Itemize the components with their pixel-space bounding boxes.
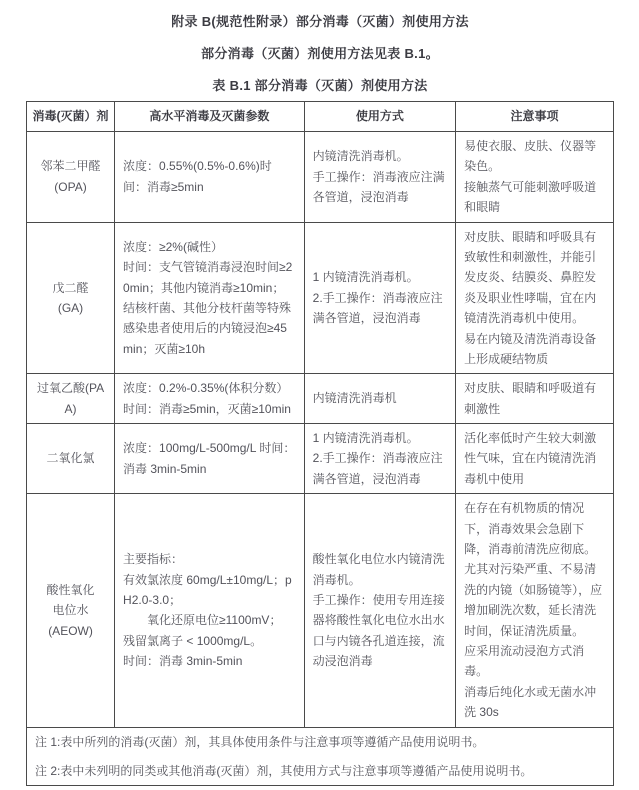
cell-line: 有效氯浓度 60mg/L±10mg/L；pH2.0-3.0；	[123, 572, 292, 607]
cell-line: 浓度：0.55%(0.5%-0.6%)时间：消毒≥5min	[123, 159, 272, 194]
cell-line: 酸性氧化电位水内镜清洗消毒机。	[312, 552, 445, 587]
notes-cell	[456, 424, 614, 494]
footnote-line: 注 2:表中未列明的同类或其他消毒(灭菌）剂，其使用方式与注意事项等遵循产品使用说明书。	[35, 763, 533, 778]
table-row	[27, 374, 614, 424]
cell-line: 消毒后纯化水或无菌水冲洗 30s	[464, 684, 597, 720]
table-row	[27, 222, 614, 374]
table-caption: 表 B.1 部分消毒（灭菌）剂使用方法	[212, 78, 428, 93]
cell-line: 浓度：0.2%-0.35%(体积分数）	[123, 381, 289, 396]
cell-line: 时间：消毒 3min-5min	[123, 654, 243, 669]
cell-line: 易在内镜及清洗消毒设备上形成硬结物质	[464, 331, 597, 366]
footnote-cell	[27, 727, 614, 786]
cell-line: 残留氯离子 < 1000mg/L。	[123, 633, 263, 648]
usage-cell	[304, 424, 455, 494]
cell-line: 戊二醛	[52, 280, 89, 295]
column-header-0: 消毒(灭菌）剂	[27, 102, 115, 132]
cell-line: 电位水	[52, 603, 89, 618]
params-cell	[115, 132, 305, 223]
cell-line: 浓度：100mg/L-500mg/L 时间：消毒 3min-5min	[123, 441, 296, 476]
cell-line: (GA)	[57, 300, 84, 315]
column-header-2: 使用方式	[304, 102, 455, 132]
agent-cell	[27, 374, 115, 424]
cell-line: (OPA)	[54, 179, 87, 194]
table-header-row	[27, 102, 614, 132]
cell-line: 氧化还原电位≥1100mV；	[123, 613, 282, 628]
cell-line: 主要指标：	[123, 552, 184, 567]
notes-cell	[456, 374, 614, 424]
cell-line: 手工操作：消毒液应注满各管道，浸泡消毒	[312, 169, 445, 204]
cell-line: 二氧化氯	[46, 451, 95, 466]
cell-line: 酸性氧化	[46, 582, 95, 597]
footnote-row	[27, 727, 614, 786]
cell-line: 2.手工操作：消毒液应注满各管道，浸泡消毒	[312, 451, 443, 486]
appendix-title: 附录 B(规范性附录）部分消毒（灭菌）剂使用方法	[171, 14, 469, 29]
usage-cell	[304, 374, 455, 424]
cell-line: 应采用流动浸泡方式消毒。	[464, 643, 585, 679]
agent-cell	[27, 222, 115, 374]
cell-line: 在存在有机物质的情况下，消毒效果会急剧下降，消毒前清洗应彻底。尤其对污染严重、不易清洗的内镜（如肠镜等），应增加刷洗次数，延长清洗时间，保证清洗质量。	[464, 501, 603, 638]
footnote-line: 注 1:表中所列的消毒(灭菌）剂，其具体使用条件与注意事项等遵循产品使用说明书。	[35, 734, 485, 749]
cell-line: 接触蒸气可能刺激呼吸道和眼睛	[464, 179, 597, 215]
cell-line: 内镜清洗消毒机。	[312, 149, 409, 164]
table-row	[27, 132, 614, 223]
disinfectant-usage-table	[26, 101, 614, 786]
params-cell	[115, 494, 305, 727]
cell-line: 时间：消毒≥5min，灭菌≥10min	[123, 401, 291, 416]
cell-line: 活化率低时产生较大刺激性气味，宜在内镜清洗消毒机中使用	[464, 431, 597, 486]
params-cell	[115, 374, 305, 424]
cell-line: 时间：支气管镜消毒浸泡时间≥20min；其他内镜消毒≥10min；结核杆菌、其他分枝杆菌等特殊感染患者使用后的内镜浸泡≥45min；灭菌≥10h	[123, 260, 293, 356]
usage-cell	[304, 222, 455, 374]
cell-line: 内镜清洗消毒机	[312, 391, 397, 406]
table-row	[27, 424, 614, 494]
usage-cell	[304, 132, 455, 223]
table-row	[27, 494, 614, 727]
column-header-1: 高水平消毒及灭菌参数	[115, 102, 305, 132]
cell-line: 手工操作：使用专用连接器将酸性氧化电位水出水口与内镜各孔道连接，流动浸泡消毒	[312, 593, 445, 669]
notes-cell	[456, 132, 614, 223]
cell-line: 对皮肤、眼睛和呼吸道有刺激性	[464, 381, 597, 416]
cell-line: 邻苯二甲醛	[40, 159, 101, 174]
cell-line: 1 内镜清洗消毒机。	[312, 270, 419, 285]
agent-cell	[27, 494, 115, 727]
usage-cell	[304, 494, 455, 727]
cell-line: 对皮肤、眼睛和呼吸具有致敏性和刺激性，并能引发皮炎、结膜炎、鼻腔发炎及职业性哮喘，宜在内镜清洗消毒机中使用。	[464, 229, 597, 326]
cell-line: 浓度：≥2%(碱性）	[123, 239, 223, 254]
cell-line: 1 内镜清洗消毒机。	[312, 431, 419, 446]
cell-line: 2.手工操作：消毒液应注满各管道，浸泡消毒	[312, 290, 443, 326]
cell-line: 易使衣服、皮肤、仪器等染色。	[464, 139, 597, 174]
notes-cell	[456, 494, 614, 727]
cell-line: 过氧乙酸(PAA)	[36, 381, 105, 416]
column-header-3: 注意事项	[456, 102, 614, 132]
cell-line: (AEOW)	[48, 623, 93, 638]
intro-line: 部分消毒（灭菌）剂使用方法见表 B.1。	[201, 46, 439, 61]
notes-cell	[456, 222, 614, 374]
params-cell	[115, 424, 305, 494]
agent-cell	[27, 132, 115, 223]
agent-cell	[27, 424, 115, 494]
params-cell	[115, 222, 305, 374]
